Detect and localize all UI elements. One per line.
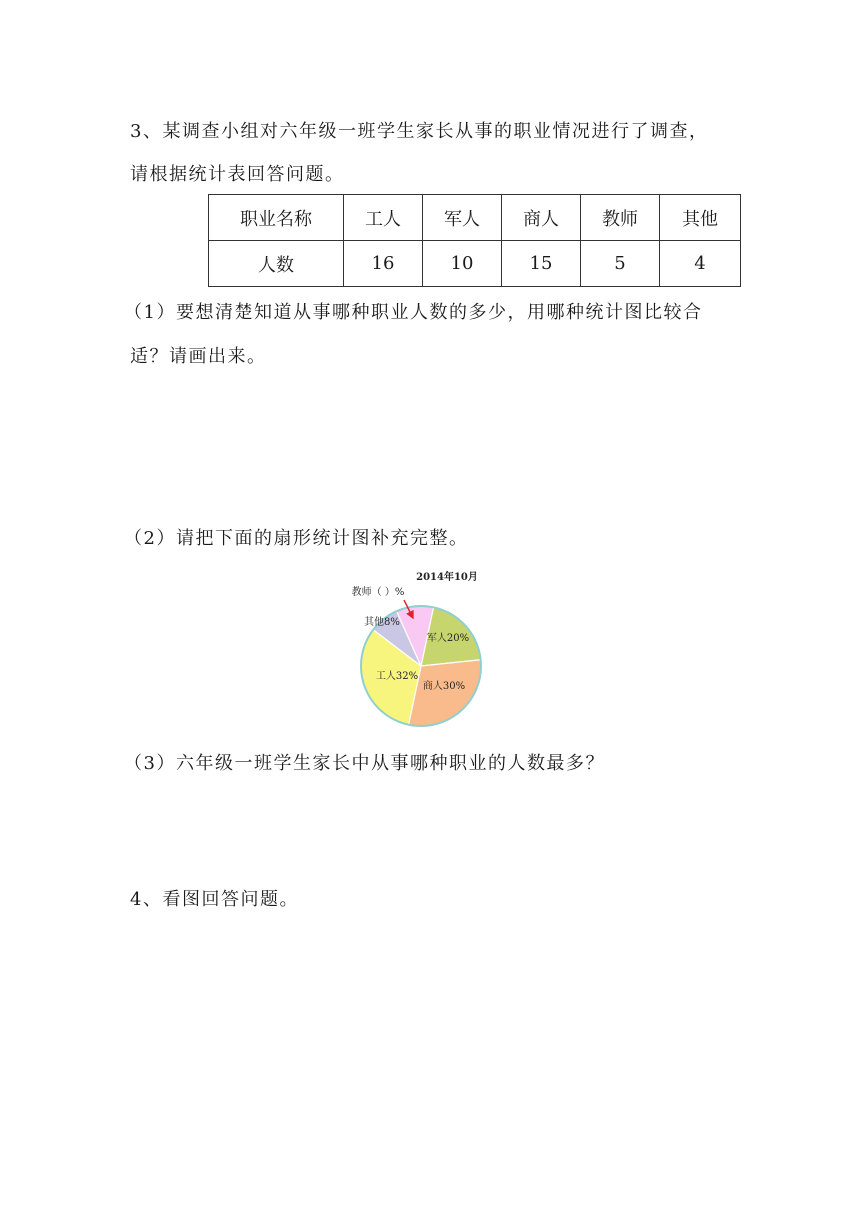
chart-title: 2014年10月	[416, 572, 478, 583]
table-cell: 其他	[660, 195, 741, 241]
table-cell: 军人	[423, 195, 502, 241]
q3-sub3: （3）六年级一班学生家长中从事哪种职业的人数最多？	[124, 753, 605, 774]
table-cell: 人数	[209, 241, 344, 287]
table-cell: 商人	[502, 195, 581, 241]
slice-label: 教师（ ）%	[351, 587, 405, 598]
slice-label: 军人20%	[426, 633, 470, 644]
q3-line2: 请根据统计表回答问题。	[130, 164, 345, 185]
slice-label: 工人32%	[375, 671, 419, 682]
q3-sub1-line1: （1）要想清楚知道从事哪种职业人数的多少，用哪种统计图比较合	[124, 302, 703, 323]
table-header-row	[209, 195, 741, 241]
table-cell: 教师	[581, 195, 660, 241]
slice-label: 商人30%	[422, 681, 466, 692]
table-cell: 职业名称	[209, 195, 344, 241]
q4-line1: 4、看图回答问题。	[130, 889, 299, 910]
q3-sub2: （2）请把下面的扇形统计图补充完整。	[124, 528, 469, 549]
table-cell: 15	[502, 241, 581, 287]
occupation-table	[208, 194, 741, 287]
table-row	[209, 241, 741, 287]
table-cell: 5	[581, 241, 660, 287]
q3-sub1-line2: 适？请画出来。	[130, 346, 267, 367]
pie-chart-svg	[350, 562, 500, 732]
slice-label: 其他8%	[364, 617, 400, 628]
table-cell: 4	[660, 241, 741, 287]
pie-chart	[350, 562, 500, 732]
table-cell: 10	[423, 241, 502, 287]
q3-line1: 3、某调查小组对六年级一班学生家长从事的职业情况进行了调查，	[130, 121, 709, 142]
table-cell: 工人	[344, 195, 423, 241]
table-cell: 16	[344, 241, 423, 287]
